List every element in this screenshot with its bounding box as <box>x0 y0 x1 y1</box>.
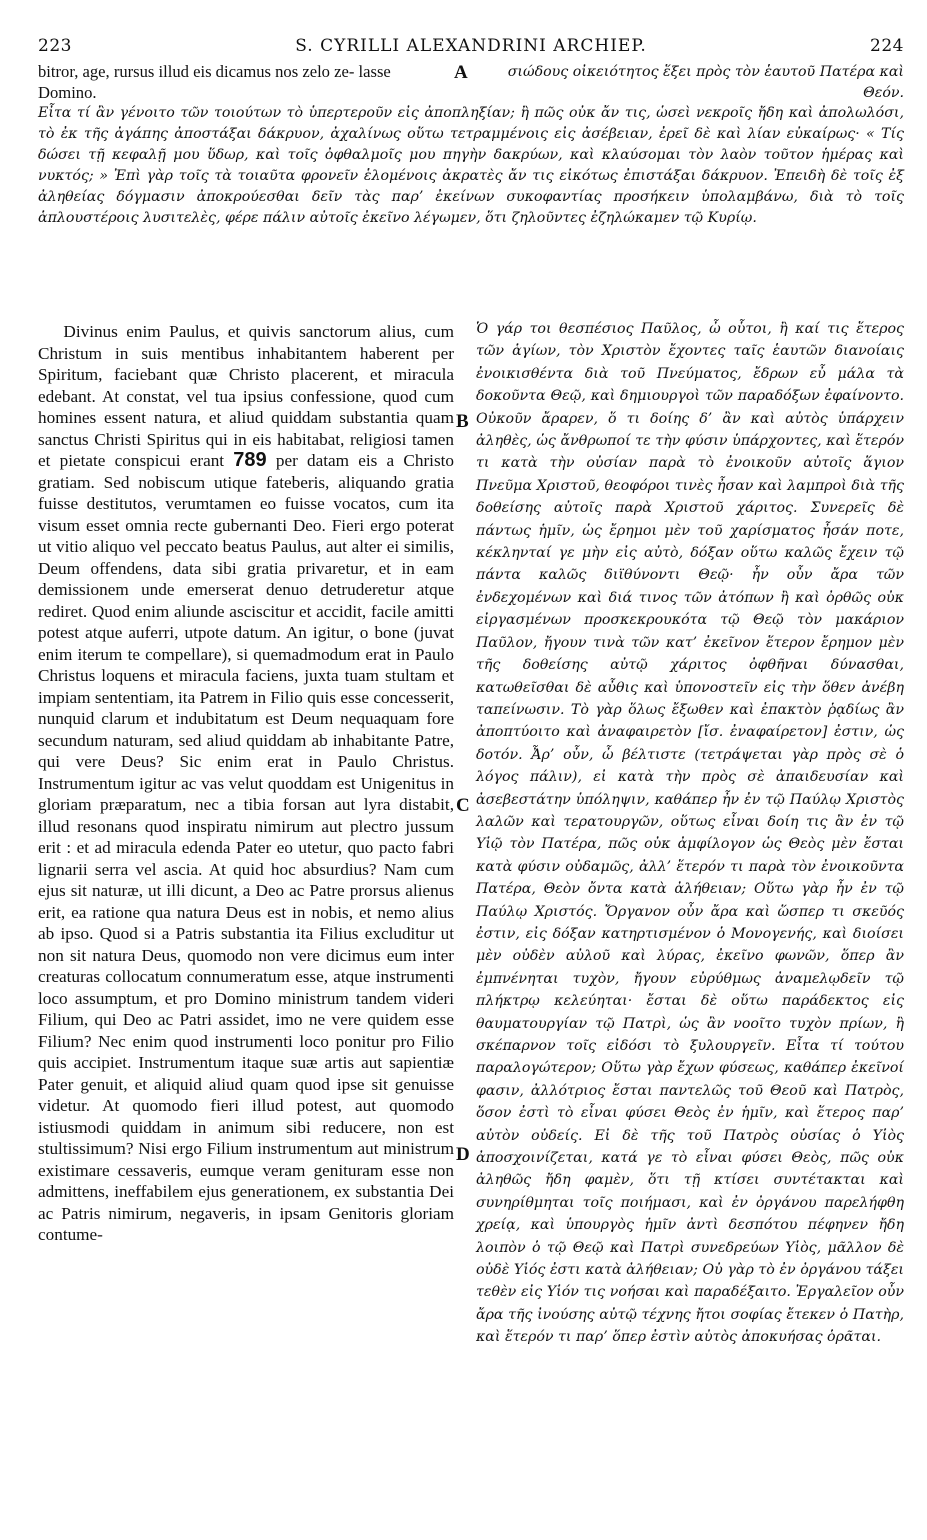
margin-letter-c: C <box>456 795 470 816</box>
latin-column <box>38 321 454 1246</box>
page-number-right: 224 <box>870 36 904 56</box>
margin-letter-d: D <box>456 1144 470 1165</box>
page-header <box>38 28 904 62</box>
column-number: 789 <box>233 449 267 471</box>
margin-letter-a: A <box>454 62 468 83</box>
latin-text-part1: Divinus enim Paulus, et quivis sanctorum alius, cum Christum in suis mentibus inhabitantem haberent per Spiritum, faciebant quæ Christo placerent, et miracula edebant. At constat, vel tua ipsius confessione, quod cum homines essent natura, et aliud quiddam substantia quam sanctus Christi Spiritus qui in eis habitabat, religiosi tamen et pietate conspicui erant <box>38 322 454 470</box>
page-number-left: 223 <box>38 36 72 56</box>
latin-intro: bitror, age, rursus illud eis dicamus nos zelo ze- lasse Domino. <box>38 62 391 102</box>
greek-full-paragraph: Εἶτα τί ἂν γένοιτο τῶν τοιούτων τὸ ὑπερτεροῦν εἰς ἀποπληξίαν; ἢ πῶς οὐκ ἄν τις, ὡσεὶ νεκροῖς ἤδη καὶ ἀπολωλόσι, τὸ ἐκ τῆς ἀγάπης ἀποστάξαι δάκρυον, ἀχαλίνως οὕτω τετραμμένοις εἰς ἀσέβειαν, ἐρεῖ δὲ καὶ λίαν εὐκαίρως· « Τίς δώσει τῇ κεφαλῇ μου ὕδωρ, καὶ τοῖς ὀφθαλμοῖς μου πηγὴν δακρύων, καὶ κλαύσομαι τὸν λαὸν τοῦτον ἡμέρας καὶ νυκτός; » Ἐπὶ γὰρ τοῖς τὰ τοιαῦτα φρονεῖν ἑλομένοις ἀκρατὲς ἄν τις εἰκότως ἐπιστάξαι δάκρυον. Ἐπειδὴ δὲ τοῖς ἐξ ἀληθείας δόγμασιν ἀποκρούεσθαι δεῖν τὰς παρ’ ἐκείνων συκοφαντίας προσήκειν ὑπολαμβάνω, διὰ τὸ τοῖς ἁπλουστέροις λυσιτελὲς, φέρε πάλιν αὐτοῖς ἐκεῖνο λέγωμεν, ὅτι ζηλοῦντες ἐζηλώκαμεν τῷ Κυρίῳ. <box>38 105 904 226</box>
running-title: S. CYRILLI ALEXANDRINI ARCHIEP. <box>295 36 647 56</box>
margin-letter-b: B <box>456 411 469 432</box>
greek-column: Ὁ γάρ τοι θεσπέσιος Παῦλος, ὦ οὗτοι, ἢ καί τις ἕτερος τῶν ἁγίων, τὸν Χριστὸν ἔχοντες ταῖς ἑαυτῶν διανοίαις ἐνοικισθέντα διὰ τοῦ Πνεύματος, ἔδρων εὖ μάλα τὰ δοκοῦντα Θεῷ, καὶ δημιουργοὶ τῶν παραδόξων ἐφαίνοντο. Οὐκοῦν ἄραρεν, ὅ τι δοίης δ’ ἂν καὶ αὐτὸς ὑπάρχειν ἀληθὲς, ὡς ἄνθρωποί τε τὴν φύσιν ὑπάρχοντες, καὶ ἕτερόν τι κατὰ τὴν οὐσίαν παρὰ τὸ ἐνοικοῦν αὐτοῖς ἅγιον Πνεῦμα Χριστοῦ, θεοφόροι τινὲς ἦσαν καὶ λαμπροὶ διὰ τῆς δοθείσης αὐτοῖς παρὰ Χριστοῦ χάριτος. Συνερεῖς δὲ πάντως ἡμῖν, ὡς ἔρημοι μὲν τοῦ χαρίσματος ἦσάν ποτε, κέκληνταί γε μὴν εἰς αὐτὸ, δόξαν οὕτω καλῶς ἔχειν τῷ πάντα καλῶς διϊθύνοντι Θεῷ· ἦν οὖν ἄρα τῶν ἐνδεχομένων καὶ διά τινος τῶν ἀτόπων ἢ καὶ ὀρθῶς οὐκ εἰργασμένων προσκεκρουκότα τῷ Θεῷ τὸν μακάριον Παῦλον, ἤγουν τινὰ τῶν κατ’ ἐκεῖνον ἕτερον ἔρημον μὲν τῆς δοθείσης αὐτῷ χάριτος ὀφθῆναι δύνασθαι, κατωθεῖσθαι δὲ αὖθις καὶ ὑπονοστεῖν εἰς τὴν ὅθεν ἀνέβη ταπείνωσιν. Τὸ γὰρ ὅλως ἔξωθεν καὶ ἐπακτὸν ῥᾳδίως ἂν ἀποπτύοιτο καὶ ἀναφαιρετὸν [ἴσ. ἐναφαίρετον] ἐστιν, ὡς δοτόν. Ἆρ’ οὖν, ὦ βέλτιστε (τετράψεται γὰρ πρὸς σὲ ὁ λόγος πάλιν), εἰ κατὰ τὴν πρὸς σὲ ἀπαιδευσίαν καὶ ἀσεβεστάτην ὑπόληψιν, καθάπερ ἦν ἐν τῷ Παύλῳ Χριστὸς λαλῶν καὶ τερατουργῶν, οὕτως εἶναι δοίη τις ἂν ἐν τῷ Υἱῷ τὸν Πατέρα, πῶς οὐκ ἀμφίλογον ὡς Θεὸς μὲν ἔσται κατὰ φύσιν οὐδαμῶς, ἀλλ’ ἕτερόν τι παρὰ τὸν ἐνοικοῦντα Πατέρα, Θεὸν ὄντα κατὰ ἀλήθειαν; Οὕτω γὰρ ἦν ἐν τῷ Παύλῳ Χριστός. Ὄργανον οὖν ἄρα καὶ ὥσπερ τι σκεῦός ἐστιν, εἰς δόξαν κατηρτισμένον ὁ Μονογενής, καὶ διοίσει μὲν οὐδὲν αὐλοῦ καὶ λύρας, ἐκεῖνο φωνῶν, ὅπερ ἂν ἐμπνένηται τυχὸν, ἤγουν εὐρύθμως ἀναμελῳδεῖν τῷ πλήκτρῳ κελεύηται· ἔσται δὲ οὕτω παράδεκτος εἰς θαυματουργίαν τῷ Πατρὶ, ὡς ἂν νοοῖτο τυχὸν πρίων, ἢ σκέπαρνον τοῖς εἰδόσι τὸ ξυλουργεῖν. Εἶτα τί τούτου παραλογώτερον; Οὕτω γὰρ ἔχων φύσεως, καθάπερ ἐκεῖνοί φασιν, ἀλλότριος ἔσται παντελῶς τοῦ Θεοῦ καὶ Πατρὸς, ὅσον ἐστὶ τὸ εἶναι φύσει Θεὸς ἐν ἡμῖν, καὶ ἕτερος παρ’ αὐτὸν οὐδείς. Εἰ δὲ τῆς τοῦ Πατρὸς οὐσίας ὁ Υἱὸς ἀποσχοινίζεται, κατά γε τὸ εἶναι φύσει Θεὸς, πῶς οὐκ ἀληθῶς ἤδη φαμὲν, ὅτι τῇ κτίσει συντέτακται καὶ συνηρίθμηται τοῖς ποιήμασι, καὶ ἐν ὀργάνου παρελήφθη χρείᾳ, καὶ ὑπουργὸς ἡμῖν ἀντὶ δεσπότου πέφηνεν ἤδη λοιπὸν ὁ τῷ Θεῷ καὶ Πατρὶ συνεδρεύων Υἱὸς, μᾶλλον δὲ οὐδὲ Υἱός ἐστι κατὰ ἀλήθειαν; Οὐ γὰρ τὸ ἐν ὀργάνου τάξει τεθὲν εἰς Υἱόν τις νοήσαι καὶ παραδέξαιτο. Ἐργαλεῖον οὖν ἄρα τῆς ἰνούσης αὐτῷ τέχνης ἤτοι σοφίας ἔτεκεν ὁ Πατὴρ, καὶ ἕτερόν τι παρ’ ὅπερ ἐστὶν αὐτὸς ἀποκυήσας ὁρᾶται. <box>476 321 904 1346</box>
greek-intro: σιώδους οἰκειότητος ἕξει πρὸς τὸν ἑαυτοῦ Πατέρα καὶ Θεόν. <box>507 64 904 101</box>
latin-text-part2: per datam eis a Christo gratiam. Sed nobiscum utique fateberis, aliquando gratia fuisse destitutos, verumtamen eo fuisse vocatos, cum ita visum esset omnia recte gubernanti Deo. Fieri ergo poterat ut vitio aliquo vel peccato beatus Paulus, aut alter ei similis, Deum offendens, data sibi gratia privaretur, et in eam demissionem unde emerserat denuo detruderetur atque rediret. Quod enim aliunde asciscitur et accidit, facile amitti potest atque auferri, utpote datum. An igitur, o bone (juvat enim iterum te compellare), si quemadmodum erat in Paulo Christus loquens et miracula faciens, juxta tuam stultam et impiam sententiam, ita Patrem in Filio quis esse concesserit, nunquid clarum et indubitatum est Deum nequaquam fore secundum naturam, sed aliud quiddam ab inhabitante Patre, qui vere Deus? Sic enim erat in Paulo Christus. Instrumentum igitur ac vas velut quoddam est Unigenitus in gloriam præparatum, nec a tibia forsan aut lyra distabit, illud resonans quod inspiratu nimirum aut plectro jussum erit : et ad miracula edenda Pater eo utetur, quo pacto fabri lignarii serra vel ascia. At quid hoc absurdius? Nam cum ejus sit naturæ, ut illi dicunt, a Deo ac Patre prorsus alienus erit, ea ratione qua natura Deus est in nobis, et nemo alius ab ipso. Quod si a Patris substantia ita Filius excluditur ut non sit natura Deus, quomodo non vere dicimus eum inter creaturas collocatum connumeratum esse, atque instrumenti loco assumptum, et pro Domino ministrum tandem videri Filium, qui Deo ac Patri assidet, imo ne vere quidem esse Filium? Nec enim quod instrumenti loco ponitur pro Filio quis accipiet. Instrumentum itaque suæ artis aut sapientiæ Pater genuit, et aliquid aliud quam quod ipse sit genuisse videtur. At quomodo fieri illud potest, aut quomodo istiusmodi quiddam in animum sibi reducere, non est stultissimum? Nisi ergo Filium instrumentum aut ministrum existimare cessaveris, eumque veram genituram esse non admittens, ineffabilem ejus generationem, ex substantia Dei ac Patris nimirum, negaveris, in ipsam Genitoris gloriam contume- <box>38 451 455 1244</box>
page <box>38 28 904 1346</box>
